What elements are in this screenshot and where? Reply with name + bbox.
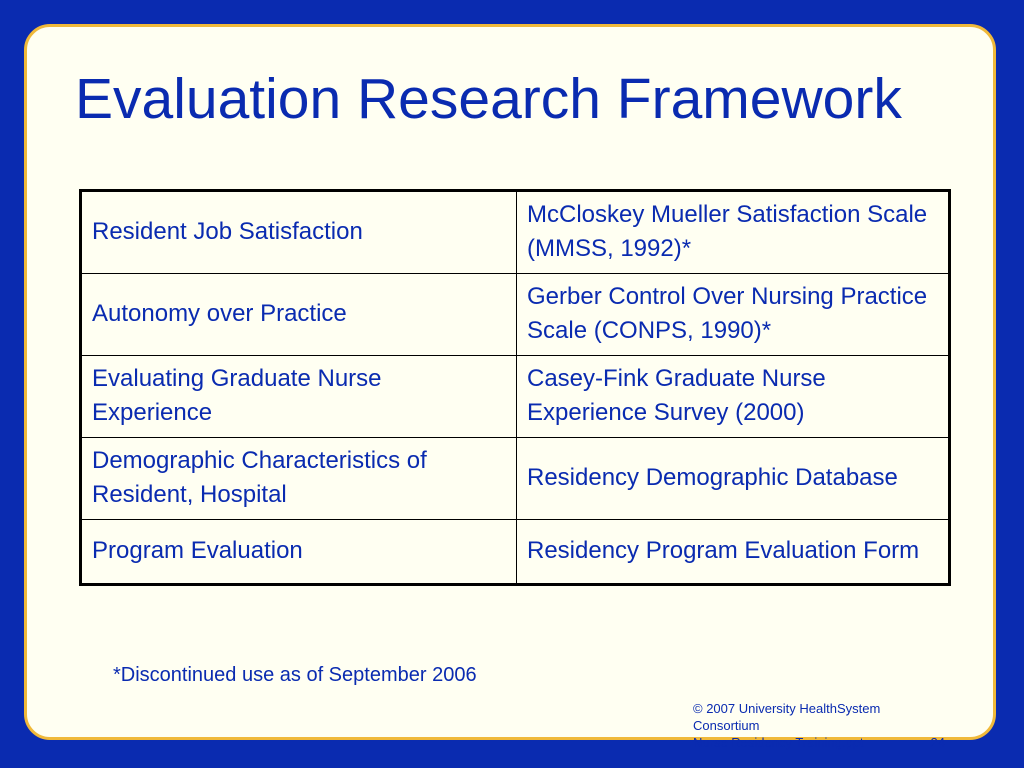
- concept-cell: Resident Job Satisfaction: [81, 191, 517, 274]
- concept-cell: Program Evaluation: [81, 520, 517, 585]
- slide-footer: [693, 700, 945, 751]
- footnote: *Discontinued use as of September 2006: [113, 664, 477, 686]
- table-row: [81, 191, 950, 274]
- copyright-text: © 2007 University HealthSystem Consortium: [693, 701, 881, 733]
- concept-cell: Autonomy over Practice: [81, 274, 517, 356]
- filename-text: Nurse Residency Training.ppt: [693, 735, 864, 750]
- instrument-cell: Residency Program Evaluation Form: [517, 520, 950, 585]
- concept-cell: Demographic Characteristics of Resident, Hospital: [81, 438, 517, 520]
- instrument-cell: McCloskey Mueller Satisfaction Scale (MMSS, 1992)*: [517, 191, 950, 274]
- slide-title: Evaluation Research Framework: [75, 67, 902, 131]
- framework-table: [79, 189, 951, 586]
- slide-panel: [24, 24, 996, 750]
- concept-cell: Evaluating Graduate Nurse Experience: [81, 356, 517, 438]
- table-row: [81, 438, 950, 520]
- instrument-cell: Residency Demographic Database: [517, 438, 950, 520]
- footer-line: [693, 734, 945, 751]
- table-row: [81, 356, 950, 438]
- table-row: [81, 520, 950, 585]
- page-number: 24: [930, 735, 945, 750]
- instrument-cell: Gerber Control Over Nursing Practice Scale (CONPS, 1990)*: [517, 274, 950, 356]
- table-row: [81, 274, 950, 356]
- instrument-cell: Casey-Fink Graduate Nurse Experience Survey (2000): [517, 356, 950, 438]
